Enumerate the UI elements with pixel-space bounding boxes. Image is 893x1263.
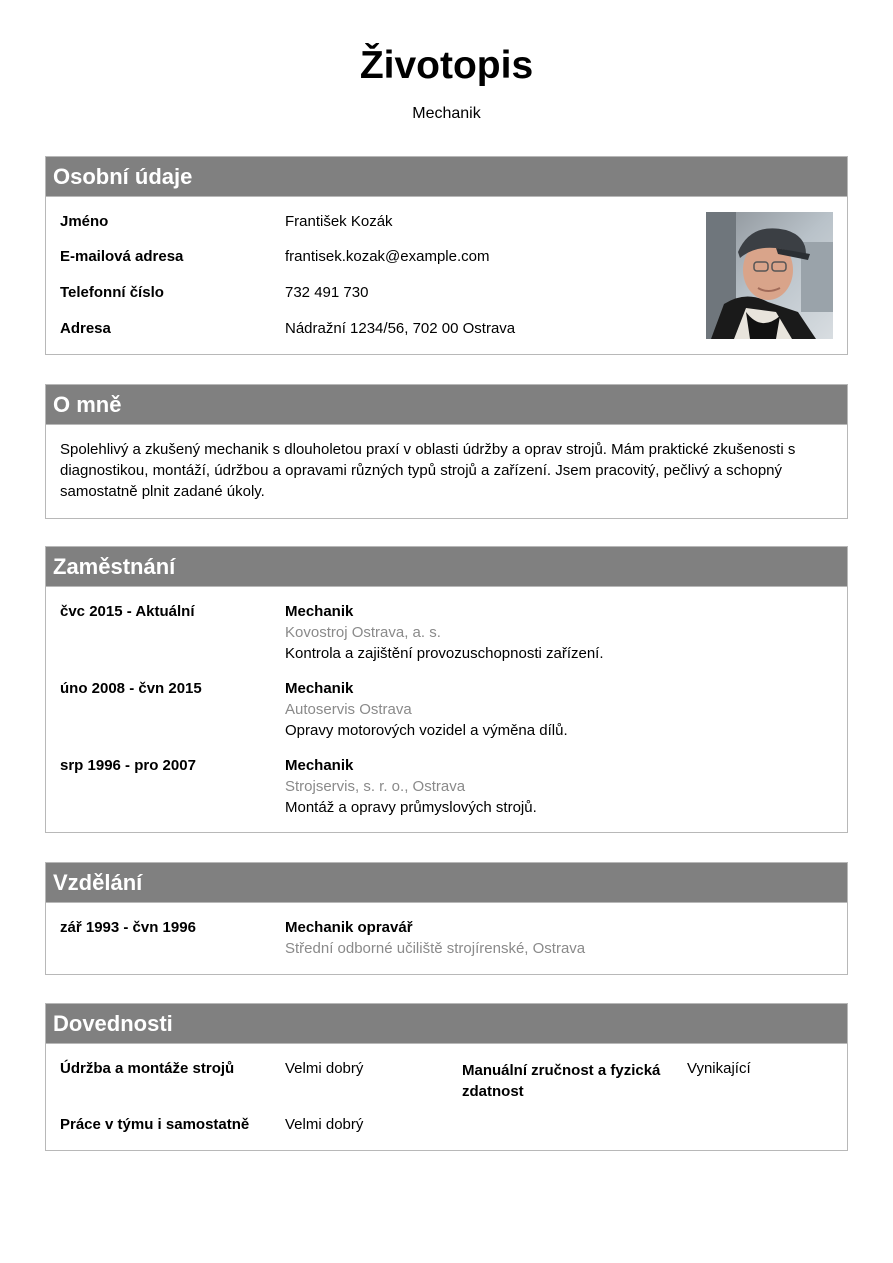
skill-level: Vynikající [687,1060,751,1077]
section-heading: Zaměstnání [46,547,847,586]
name-label: Jméno [60,213,109,230]
name-value: František Kozák [285,213,393,230]
skills-section [45,1003,848,1151]
job-company: Autoservis Ostrava [285,701,412,718]
skill-level: Velmi dobrý [285,1116,364,1133]
job-role: Mechanik [285,757,354,774]
education-section [45,862,848,975]
phone-value: 732 491 730 [285,284,369,301]
skill-name: Manuální zručnost a fyzická zdatnost [462,1062,661,1100]
address-label: Adresa [60,320,111,337]
address-value: Nádražní 1234/56, 702 00 Ostrava [285,320,516,337]
section-heading: Dovednosti [46,1004,847,1043]
skill-name: Údržba a montáže strojů [60,1060,235,1077]
job-role: Mechanik [285,680,354,697]
email-value: frantisek.kozak@example.com [285,248,490,265]
page-subtitle: Mechanik [412,105,481,122]
job-company: Kovostroj Ostrava, a. s. [285,624,441,641]
job-role: Mechanik [285,603,354,620]
section-heading: O mně [46,385,847,424]
skill-level: Velmi dobrý [285,1060,364,1077]
section-heading: Vzdělání [46,863,847,902]
phone-label: Telefonní číslo [60,284,164,301]
section-heading: Osobní údaje [46,157,847,196]
about-section [45,384,848,519]
personal-section [45,156,848,355]
job-description: Montáž a opravy průmyslových strojů. [285,799,537,816]
education-school: Střední odborné učiliště strojírenské, Ostrava [285,940,586,957]
about-text: Spolehlivý a zkušený mechanik s dlouholetou praxí v oblasti údržby a oprav strojů. Mám praktické zkušenosti s diagnostikou, montáží, údržbou a opravami různých typů strojů a zařízení. Jsem pracovitý, pečlivý a schopný samostatně plnit zadané úkoly. [60,441,796,500]
employment-section [45,546,848,833]
job-period: úno 2008 - čvn 2015 [60,680,202,697]
skill-name: Práce v týmu i samostatně [60,1116,250,1133]
job-description: Kontrola a zajištění provozuschopnosti zařízení. [285,645,604,662]
job-period: srp 1996 - pro 2007 [60,757,196,774]
education-period: zář 1993 - čvn 1996 [60,919,196,936]
job-company: Strojservis, s. r. o., Ostrava [285,778,466,795]
profile-photo [706,212,833,339]
job-period: čvc 2015 - Aktuální [60,603,195,620]
job-description: Opravy motorových vozidel a výměna dílů. [285,722,568,739]
email-label: E-mailová adresa [60,248,184,265]
education-degree: Mechanik opravář [285,919,413,936]
page-title: Životopis [359,44,534,87]
